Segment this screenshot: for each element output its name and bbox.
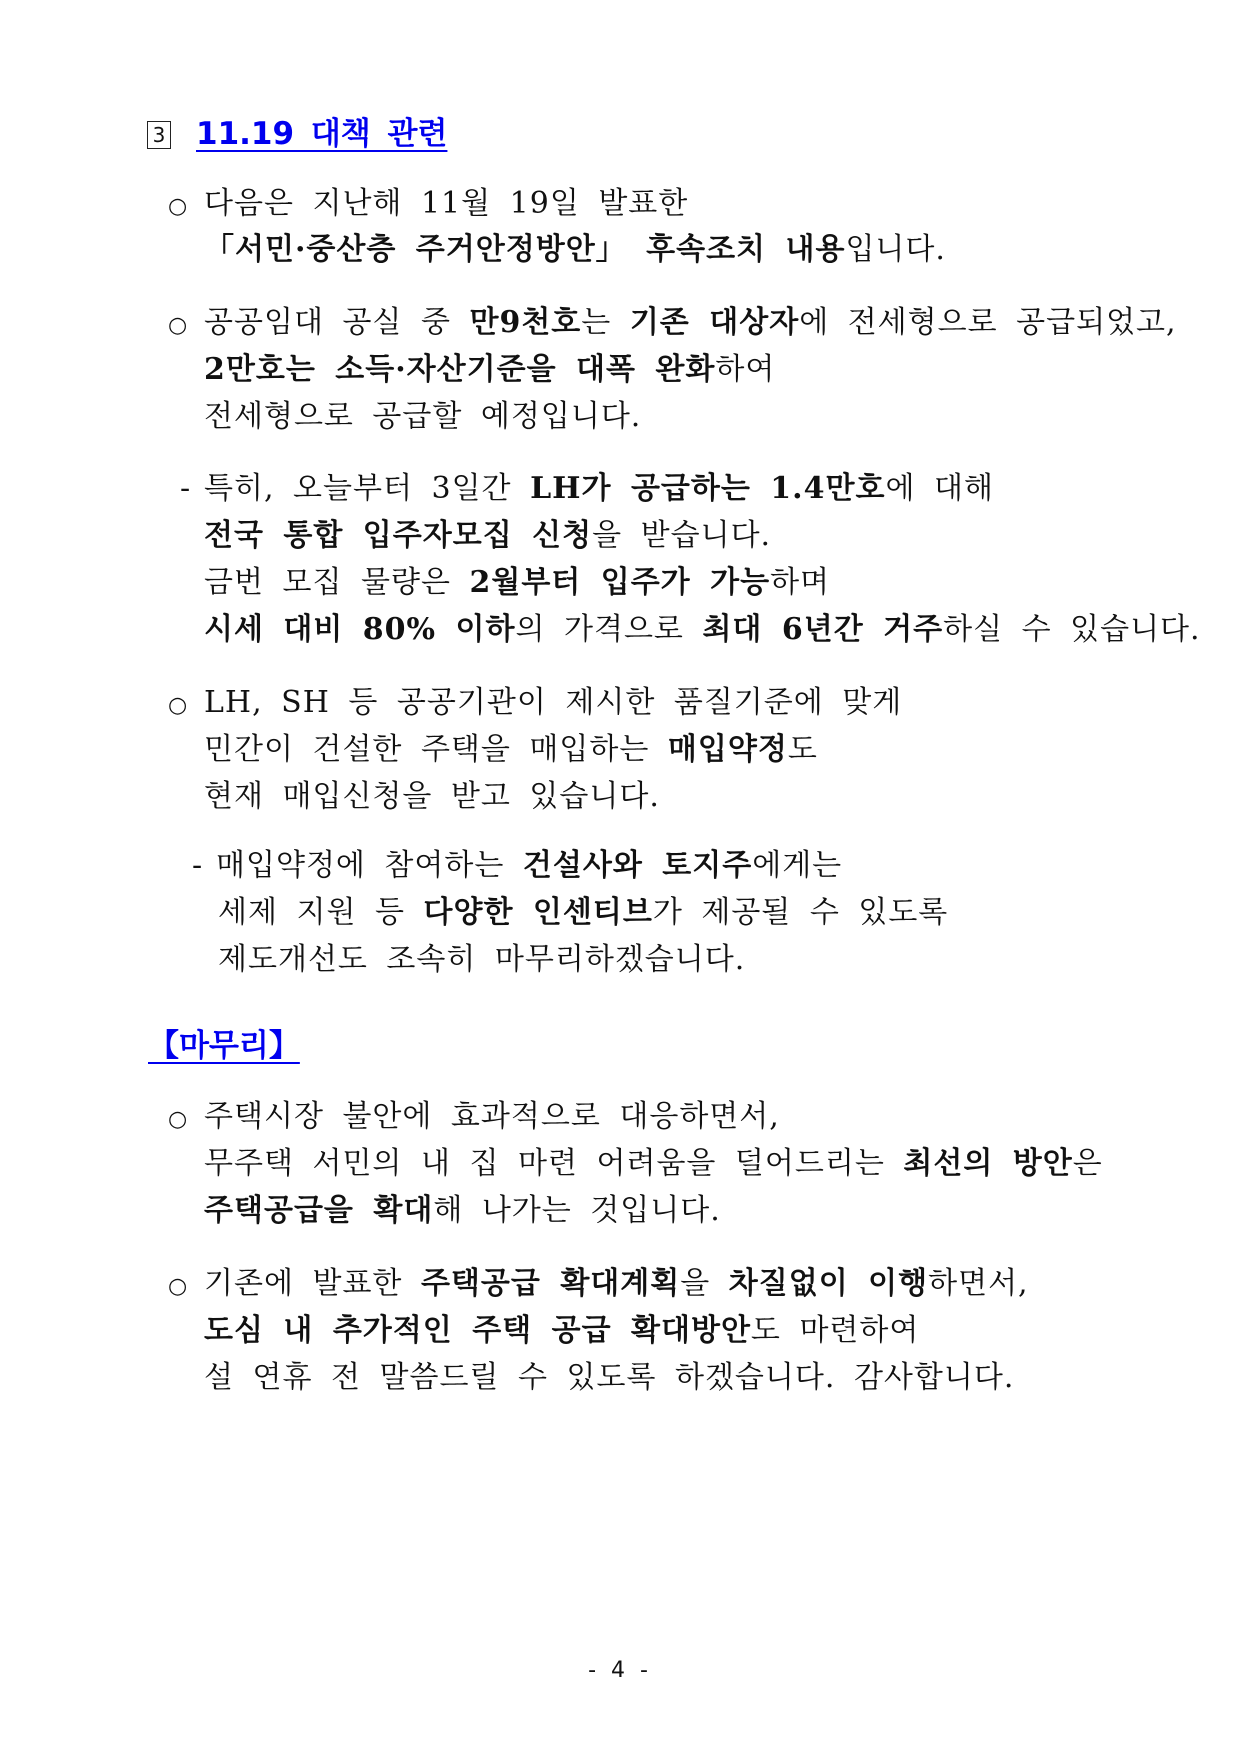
paragraph-4-line-3: 현재 매입신청을 받고 있습니다.: [204, 779, 660, 814]
paragraph-2-line-3: 전세형으로 공급할 예정입니다.: [204, 399, 642, 434]
closing-paragraph-2-line-3: 설 연휴 전 말씀드릴 수 있도록 하겠습니다. 감사합니다.: [204, 1360, 1015, 1395]
paragraph-3-line-2: 전국 통합 입주자모집 신청을 받습니다.: [204, 518, 772, 553]
paragraph-3-line-4: 시세 대비 80% 이하의 가격으로 최대 6년간 거주하실 수 있습니다.: [204, 612, 1201, 647]
bullet-circle: ○: [168, 313, 189, 338]
paragraph-1-line-2: 「서민·중산층 주거안정방안」 후속조치 내용입니다.: [204, 232, 946, 267]
bullet-circle: ○: [168, 1274, 189, 1299]
paragraph-5-line-2: 세제 지원 등 다양한 인센티브가 제공될 수 있도록: [218, 895, 949, 930]
dash-marker: -: [192, 848, 204, 883]
closing-paragraph-1-line-2: 무주택 서민의 내 집 마련 어려움을 덜어드리는 최선의 방안은: [204, 1146, 1103, 1181]
bullet-circle: ○: [168, 693, 189, 718]
closing-paragraph-2-line-1: ○ 기존에 발표한 주택공급 확대계획을 차질없이 이행하면서,: [168, 1264, 1029, 1307]
paragraph-2-line-2: 2만호는 소득·자산기준을 대폭 완화하여: [204, 352, 776, 387]
bullet-circle: ○: [168, 1107, 189, 1132]
dash-marker: -: [180, 471, 192, 506]
paragraph-2-line-1: ○ 공공임대 공실 중 만9천호는 기존 대상자에 전세형으로 공급되었고,: [168, 303, 1177, 346]
section-3-title: 11.19 대책 관련: [196, 116, 448, 152]
closing-paragraph-1-line-1: ○ 주택시장 불안에 효과적으로 대응하면서,: [168, 1097, 780, 1140]
closing-paragraph-2-line-2: 도심 내 추가적인 주택 공급 확대방안도 마련하여: [204, 1313, 920, 1348]
paragraph-5-line-1: - 매입약정에 참여하는 건설사와 토지주에게는: [192, 846, 842, 886]
paragraph-4-line-1: ○ LH, SH 등 공공기관이 제시한 품질기준에 맞게: [168, 683, 902, 726]
paragraph-5-line-3: 제도개선도 조속히 마무리하겠습니다.: [218, 942, 746, 977]
paragraph-1-line-1: ○ 다음은 지난해 11월 19일 발표한: [168, 184, 688, 227]
bullet-circle: ○: [168, 194, 189, 219]
closing-paragraph-1-line-3: 주택공급을 확대해 나가는 것입니다.: [204, 1193, 721, 1228]
paragraph-4-line-2: 민간이 건설한 주택을 매입하는 매입약정도: [204, 732, 818, 767]
paragraph-3-line-1: - 특히, 오늘부터 3일간 LH가 공급하는 1.4만호에 대해: [180, 469, 994, 509]
closing-title: 【마무리】: [148, 1028, 300, 1064]
section-number-box: 3: [147, 121, 171, 149]
page-number: - 4 -: [588, 1658, 652, 1683]
paragraph-3-line-3: 금번 모집 물량은 2월부터 입주가 가능하며: [204, 565, 831, 600]
